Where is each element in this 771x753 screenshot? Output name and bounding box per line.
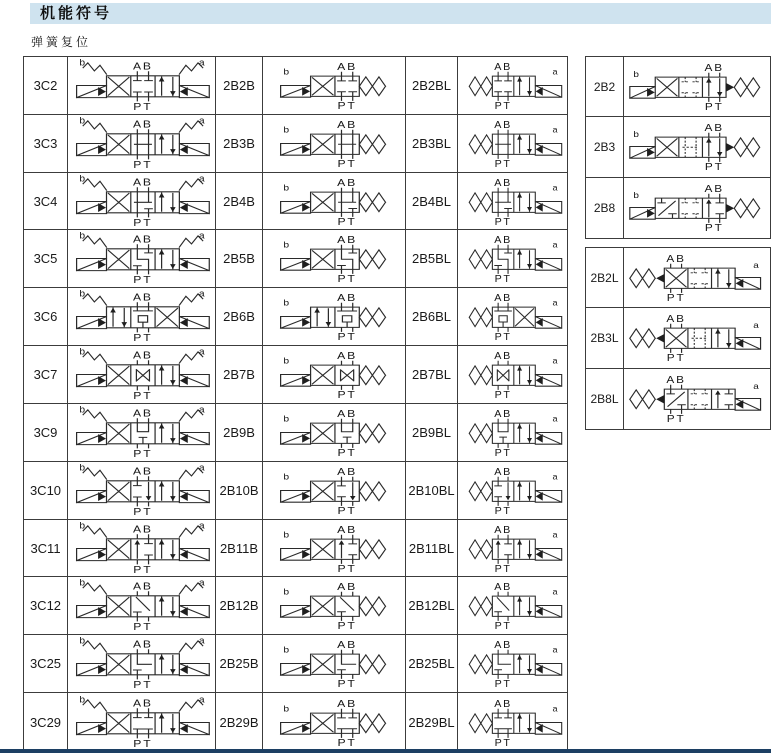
svg-text:AB: AB (666, 314, 686, 326)
valve-symbol-cell (68, 115, 216, 173)
valve-symbol-drawing (275, 175, 393, 228)
valve-symbol-cell (263, 404, 406, 462)
svg-text:AB: AB (337, 408, 358, 420)
svg-text:b: b (78, 347, 85, 358)
svg-text:AB: AB (337, 640, 358, 651)
svg-text:b: b (283, 472, 290, 483)
model-code-cell: 2B4B (216, 173, 263, 231)
svg-text:a: a (198, 57, 205, 68)
valve-symbol-cell (68, 520, 216, 578)
page-title: 机能符号 (40, 5, 113, 22)
svg-text:a: a (552, 124, 558, 135)
svg-text:AB: AB (132, 118, 153, 130)
svg-text:PT: PT (494, 563, 512, 575)
svg-text:AB: AB (337, 61, 358, 73)
model-code-cell: 2B25B (216, 635, 263, 693)
valve-symbol-drawing (71, 347, 213, 402)
svg-text:a: a (552, 529, 558, 540)
valve-symbol-drawing (461, 464, 565, 517)
svg-text:PT: PT (494, 505, 512, 517)
svg-text:PT: PT (132, 390, 153, 402)
svg-text:b: b (283, 182, 290, 193)
svg-text:PT: PT (132, 448, 153, 460)
model-code-cell: 3C7 (24, 346, 68, 404)
svg-text:PT: PT (494, 448, 512, 459)
valve-symbol-drawing (71, 58, 213, 113)
svg-text:a: a (198, 115, 205, 126)
side-table-1 (585, 56, 771, 239)
svg-text:a: a (552, 413, 558, 424)
svg-text:AB: AB (337, 119, 358, 131)
svg-text:a: a (753, 382, 759, 392)
svg-text:a: a (552, 298, 558, 308)
svg-text:AB: AB (337, 524, 358, 536)
svg-text:a: a (198, 462, 205, 473)
valve-symbol-drawing (71, 289, 213, 344)
svg-text:AB: AB (704, 183, 724, 195)
svg-text:PT: PT (337, 389, 357, 401)
model-code-cell: 2B3B (216, 115, 263, 173)
svg-text:PT: PT (132, 563, 153, 576)
valve-symbol-drawing (71, 636, 213, 691)
model-code-cell: 3C29 (24, 693, 68, 751)
valve-symbol-cell (458, 346, 567, 404)
model-code-cell: 2B10BL (406, 462, 458, 520)
model-code-cell: 2B29BL (406, 693, 458, 751)
svg-text:PT: PT (704, 162, 724, 174)
svg-text:AB: AB (337, 293, 358, 304)
svg-text:AB: AB (493, 640, 512, 652)
valve-symbol-cell (263, 520, 406, 578)
svg-text:b: b (283, 587, 290, 598)
svg-text:AB: AB (493, 177, 512, 189)
valve-symbol-cell (68, 635, 216, 693)
svg-text:a: a (552, 587, 558, 597)
svg-text:PT: PT (132, 679, 153, 691)
valve-symbol-cell (624, 178, 770, 238)
svg-text:a: a (552, 182, 558, 193)
svg-text:PT: PT (337, 505, 357, 517)
valve-symbol-cell (458, 635, 567, 693)
valve-symbol-cell (68, 173, 216, 231)
svg-text:PT: PT (337, 447, 357, 459)
valve-symbol-cell (458, 404, 567, 462)
svg-text:AB: AB (666, 253, 686, 265)
svg-text:b: b (78, 289, 85, 300)
svg-text:AB: AB (132, 176, 153, 188)
valve-symbol-cell (263, 115, 406, 173)
valve-symbol-drawing (275, 232, 393, 285)
svg-text:b: b (283, 67, 290, 78)
svg-text:PT: PT (666, 353, 686, 365)
svg-text:AB: AB (132, 292, 153, 304)
svg-text:a: a (552, 471, 558, 482)
svg-text:PT: PT (132, 101, 153, 113)
model-code-cell: 2B3 (586, 117, 624, 177)
model-code-cell: 2B11BL (406, 520, 458, 578)
svg-text:PT: PT (494, 737, 512, 749)
svg-text:b: b (78, 404, 85, 415)
svg-text:AB: AB (337, 698, 358, 710)
model-code-cell: 2B4BL (406, 173, 458, 231)
model-code-cell: 3C3 (24, 115, 68, 173)
valve-symbol-cell (458, 577, 567, 635)
svg-text:PT: PT (337, 100, 357, 112)
svg-text:b: b (78, 462, 85, 473)
valve-symbol-cell (458, 520, 567, 578)
model-code-cell: 2B7BL (406, 346, 458, 404)
svg-text:PT: PT (337, 737, 357, 749)
model-code-cell: 2B8 (586, 178, 624, 238)
valve-symbol-drawing (71, 405, 213, 460)
valve-symbol-cell (458, 173, 567, 231)
valve-symbol-cell (68, 693, 216, 751)
valve-symbol-cell (263, 288, 406, 346)
svg-text:a: a (198, 520, 205, 531)
svg-text:AB: AB (337, 466, 358, 478)
svg-text:AB: AB (704, 62, 724, 74)
valve-symbol-drawing (461, 117, 565, 170)
model-code-cell: 2B5B (216, 230, 263, 288)
valve-symbol-cell (263, 173, 406, 231)
svg-text:b: b (283, 645, 290, 656)
model-code-cell: 2B2B (216, 57, 263, 115)
svg-text:a: a (198, 231, 205, 242)
main-table (23, 56, 568, 752)
model-code-cell: 2B25BL (406, 635, 458, 693)
valve-symbol-drawing (71, 231, 213, 286)
model-code-cell: 2B2L (586, 248, 624, 308)
svg-text:b: b (633, 191, 639, 201)
svg-text:PT: PT (337, 678, 357, 690)
valve-symbol-drawing (275, 406, 393, 459)
model-code-cell: 2B3L (586, 308, 624, 368)
svg-text:PT: PT (132, 274, 153, 286)
valve-symbol-cell (68, 346, 216, 404)
svg-text:AB: AB (704, 123, 724, 135)
valve-symbol-drawing (628, 120, 766, 173)
svg-text:AB: AB (132, 465, 153, 477)
valve-symbol-drawing (275, 117, 393, 170)
valve-symbol-drawing (461, 696, 565, 749)
page-footer-rule (0, 749, 771, 753)
svg-text:b: b (283, 240, 290, 251)
svg-text:b: b (283, 125, 290, 136)
valve-symbol-drawing (461, 406, 565, 459)
model-code-cell: 2B12BL (406, 577, 458, 635)
valve-symbol-drawing (275, 464, 393, 517)
svg-text:b: b (78, 115, 85, 126)
valve-symbol-drawing (628, 311, 766, 364)
model-code-cell: 2B6B (216, 288, 263, 346)
svg-text:PT: PT (704, 101, 724, 113)
valve-symbol-cell (458, 115, 567, 173)
model-code-cell: 3C9 (24, 404, 68, 462)
svg-text:PT: PT (494, 101, 512, 112)
svg-text:a: a (198, 347, 205, 358)
model-code-cell: 3C11 (24, 520, 68, 578)
svg-text:a: a (552, 66, 558, 77)
svg-text:AB: AB (132, 697, 153, 709)
svg-text:PT: PT (666, 413, 686, 425)
valve-symbol-drawing (275, 637, 393, 690)
svg-text:AB: AB (493, 119, 512, 131)
svg-text:PT: PT (494, 332, 512, 344)
svg-text:a: a (552, 355, 558, 366)
valve-symbol-cell (68, 230, 216, 288)
model-code-cell: 2B9BL (406, 404, 458, 462)
model-code-cell: 2B7B (216, 346, 263, 404)
valve-symbol-cell (458, 462, 567, 520)
svg-text:b: b (633, 69, 639, 80)
svg-text:a: a (198, 173, 205, 184)
svg-text:PT: PT (494, 158, 512, 170)
svg-text:b: b (78, 694, 85, 705)
svg-text:AB: AB (493, 698, 512, 710)
svg-text:AB: AB (337, 582, 358, 594)
svg-text:AB: AB (337, 235, 358, 247)
svg-text:AB: AB (666, 374, 686, 386)
valve-symbol-drawing (461, 348, 565, 401)
valve-symbol-drawing (71, 116, 213, 171)
svg-text:b: b (633, 130, 639, 140)
svg-text:PT: PT (494, 274, 512, 286)
valve-symbol-drawing (71, 521, 213, 576)
model-code-cell: 3C2 (24, 57, 68, 115)
valve-symbol-cell (458, 693, 567, 751)
svg-text:AB: AB (132, 60, 153, 73)
valve-symbol-drawing (628, 251, 766, 304)
model-code-cell: 2B5BL (406, 230, 458, 288)
svg-text:a: a (198, 289, 205, 300)
svg-text:PT: PT (494, 390, 512, 401)
svg-text:PT: PT (132, 216, 153, 229)
model-code-cell: 2B6BL (406, 288, 458, 346)
svg-text:a: a (198, 578, 205, 589)
valve-symbol-drawing (628, 372, 766, 425)
valve-symbol-drawing (275, 348, 393, 401)
valve-symbol-drawing (461, 579, 565, 632)
valve-symbol-cell (458, 230, 567, 288)
valve-symbol-cell (263, 462, 406, 520)
svg-text:AB: AB (132, 350, 153, 362)
valve-symbol-drawing (71, 174, 213, 229)
svg-text:AB: AB (493, 351, 512, 362)
svg-text:b: b (78, 173, 85, 184)
svg-text:PT: PT (494, 621, 512, 633)
header-bar (30, 3, 771, 24)
valve-symbol-drawing (275, 522, 393, 575)
svg-text:AB: AB (337, 177, 358, 189)
model-code-cell: 2B2BL (406, 57, 458, 115)
svg-text:AB: AB (493, 524, 512, 536)
svg-text:b: b (78, 520, 85, 531)
model-code-cell: 2B8L (586, 369, 624, 429)
svg-text:b: b (283, 703, 290, 714)
svg-text:PT: PT (337, 158, 357, 170)
svg-text:PT: PT (132, 506, 153, 518)
valve-symbol-drawing (275, 290, 393, 343)
model-code-cell: 3C12 (24, 577, 68, 635)
svg-text:a: a (552, 645, 558, 655)
svg-text:AB: AB (132, 523, 153, 535)
svg-text:a: a (198, 636, 205, 647)
svg-text:a: a (552, 703, 558, 714)
model-code-cell: 2B2 (586, 57, 624, 117)
svg-text:PT: PT (132, 737, 153, 750)
valve-symbol-drawing (461, 637, 565, 690)
svg-text:b: b (283, 529, 290, 540)
svg-text:a: a (753, 321, 759, 331)
svg-text:b: b (78, 231, 85, 242)
valve-symbol-drawing (275, 696, 393, 749)
valve-symbol-cell (263, 346, 406, 404)
svg-text:a: a (198, 694, 205, 705)
valve-symbol-cell (624, 117, 770, 177)
valve-symbol-cell (263, 230, 406, 288)
svg-text:b: b (283, 356, 290, 367)
svg-text:AB: AB (132, 407, 153, 420)
valve-symbol-drawing (275, 59, 393, 112)
svg-text:PT: PT (494, 216, 512, 228)
valve-symbol-drawing (461, 175, 565, 228)
model-code-cell: 2B11B (216, 520, 263, 578)
valve-symbol-cell (68, 462, 216, 520)
svg-text:PT: PT (132, 159, 153, 171)
model-code-cell: 2B29B (216, 693, 263, 751)
valve-symbol-cell (68, 577, 216, 635)
svg-text:b: b (283, 298, 290, 309)
svg-text:PT: PT (704, 222, 724, 234)
svg-text:a: a (198, 404, 205, 415)
model-code-cell: 3C4 (24, 173, 68, 231)
valve-symbol-drawing (275, 579, 393, 632)
model-code-cell: 3C5 (24, 230, 68, 288)
model-code-cell: 3C10 (24, 462, 68, 520)
valve-symbol-cell (68, 404, 216, 462)
svg-text:AB: AB (132, 639, 153, 651)
svg-text:b: b (283, 414, 290, 425)
svg-text:b: b (78, 636, 85, 647)
svg-text:a: a (552, 240, 558, 250)
valve-symbol-drawing (461, 232, 565, 285)
valve-symbol-drawing (461, 522, 565, 575)
svg-text:PT: PT (132, 332, 153, 344)
svg-text:AB: AB (493, 409, 512, 420)
svg-text:PT: PT (337, 274, 357, 286)
svg-text:PT: PT (337, 331, 357, 343)
valve-symbol-cell (624, 308, 770, 368)
svg-text:AB: AB (493, 62, 512, 73)
svg-text:AB: AB (493, 235, 512, 247)
svg-text:AB: AB (493, 582, 512, 594)
valve-symbol-drawing (628, 60, 766, 113)
valve-symbol-cell (263, 577, 406, 635)
valve-symbol-cell (624, 248, 770, 308)
svg-text:PT: PT (337, 563, 357, 575)
valve-symbol-cell (458, 288, 567, 346)
svg-text:PT: PT (494, 679, 512, 691)
valve-symbol-cell (458, 57, 567, 115)
model-code-cell: 2B3BL (406, 115, 458, 173)
valve-symbol-cell (624, 369, 770, 429)
valve-symbol-drawing (71, 695, 213, 750)
valve-symbol-cell (263, 693, 406, 751)
svg-text:AB: AB (132, 581, 153, 593)
valve-symbol-cell (68, 288, 216, 346)
valve-symbol-drawing (461, 290, 565, 343)
side-table-2 (585, 247, 771, 430)
model-code-cell: 2B9B (216, 404, 263, 462)
valve-symbol-drawing (71, 578, 213, 633)
model-code-cell: 2B12B (216, 577, 263, 635)
valve-symbol-cell (263, 57, 406, 115)
svg-text:PT: PT (337, 216, 357, 228)
valve-symbol-cell (263, 635, 406, 693)
svg-text:AB: AB (493, 466, 512, 478)
model-code-cell: 3C6 (24, 288, 68, 346)
svg-text:b: b (78, 57, 85, 68)
model-code-cell: 2B10B (216, 462, 263, 520)
svg-text:a: a (753, 260, 759, 271)
section-label: 弹簧复位 (31, 35, 92, 49)
svg-text:AB: AB (493, 293, 512, 305)
model-code-cell: 3C25 (24, 635, 68, 693)
svg-text:PT: PT (337, 621, 357, 633)
valve-symbol-cell (624, 57, 770, 117)
svg-text:PT: PT (132, 621, 153, 633)
svg-text:AB: AB (337, 350, 358, 362)
valve-symbol-drawing (628, 181, 766, 234)
svg-text:AB: AB (132, 234, 153, 246)
valve-symbol-drawing (71, 463, 213, 518)
valve-symbol-drawing (461, 59, 565, 112)
svg-text:b: b (78, 578, 85, 589)
svg-text:PT: PT (666, 292, 686, 304)
valve-symbol-cell (68, 57, 216, 115)
